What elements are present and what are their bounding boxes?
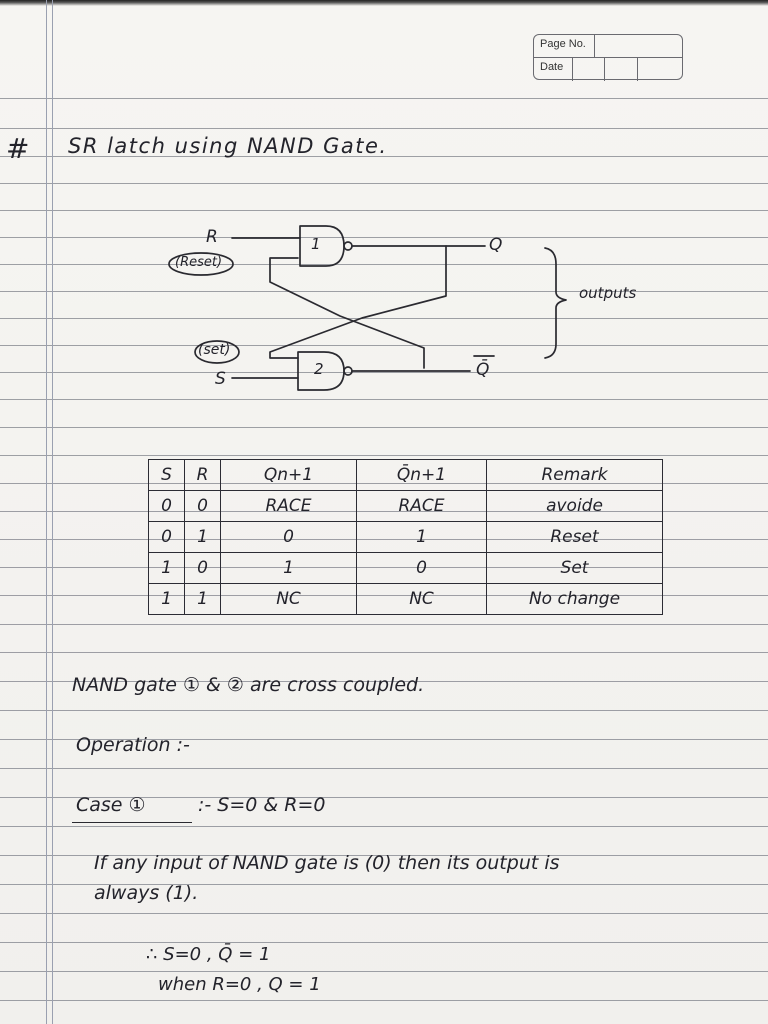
case-1-underline <box>72 822 192 823</box>
case-1-label: Case ① <box>76 794 146 816</box>
note-cross-coupled: NAND gate ① & ② are cross coupled. <box>72 674 425 696</box>
table-row <box>149 584 663 615</box>
table-row <box>149 553 663 584</box>
column-header: S <box>149 460 185 491</box>
table-cell: NC <box>221 584 357 615</box>
table-cell: Set <box>487 553 663 584</box>
table-cell: 0 <box>149 522 185 553</box>
gate-1-number: 1 <box>311 235 321 253</box>
column-header: R <box>185 460 221 491</box>
truth-table <box>148 459 663 615</box>
input-r-note: (Reset) <box>175 255 223 270</box>
date-label: Date <box>540 61 564 73</box>
table-cell: 0 <box>149 491 185 522</box>
table-cell: 1 <box>221 553 357 584</box>
column-header: Remark <box>487 460 663 491</box>
step-1: ∴ S=0 , Q̄ = 1 <box>146 944 271 965</box>
output-q-label: Q <box>489 235 503 255</box>
nand-gate-1-bubble <box>344 242 352 250</box>
outputs-label: outputs <box>579 284 637 302</box>
table-cell: 0 <box>357 553 487 584</box>
table-cell: Reset <box>487 522 663 553</box>
table-row <box>149 491 663 522</box>
input-r-label: R <box>206 227 218 247</box>
operation-heading: Operation :- <box>76 734 190 756</box>
table-row <box>149 522 663 553</box>
step-2: when R=0 , Q = 1 <box>158 974 321 995</box>
cross-wire-qbar-to-gate-1 <box>270 258 424 368</box>
heading-hash: # <box>6 132 30 165</box>
rule-line-1: If any input of NAND gate is (0) then its output is <box>94 852 560 874</box>
rule-line-2: always (1). <box>94 882 199 904</box>
column-header: Qn+1 <box>221 460 357 491</box>
table-cell: 1 <box>185 522 221 553</box>
nand-gate-2-bubble <box>344 367 352 375</box>
table-cell: avoide <box>487 491 663 522</box>
input-s-label: S <box>215 369 226 389</box>
table-cell: 0 <box>185 491 221 522</box>
output-qbar-label: Q̄ <box>476 360 490 380</box>
outputs-brace <box>545 248 566 358</box>
table-cell: NC <box>357 584 487 615</box>
gate-2-number: 2 <box>314 360 324 378</box>
table-cell: 1 <box>149 584 185 615</box>
table-cell: RACE <box>221 491 357 522</box>
nand-gate-1-body <box>300 226 344 266</box>
table-cell: No change <box>487 584 663 615</box>
table-cell: 1 <box>149 553 185 584</box>
table-cell: 0 <box>221 522 357 553</box>
table-header-row <box>149 460 663 491</box>
case-1-condition: :- S=0 & R=0 <box>198 794 326 816</box>
table-cell: 0 <box>185 553 221 584</box>
table-cell: 1 <box>185 584 221 615</box>
page-no-label: Page No. <box>540 38 586 50</box>
column-header: Q̄n+1 <box>357 460 487 491</box>
page-title: SR latch using NAND Gate. <box>68 134 388 158</box>
cross-wire-q-to-gate-2 <box>270 246 446 358</box>
table-cell: RACE <box>357 491 487 522</box>
table-cell: 1 <box>357 522 487 553</box>
input-s-note: (set) <box>198 342 231 358</box>
